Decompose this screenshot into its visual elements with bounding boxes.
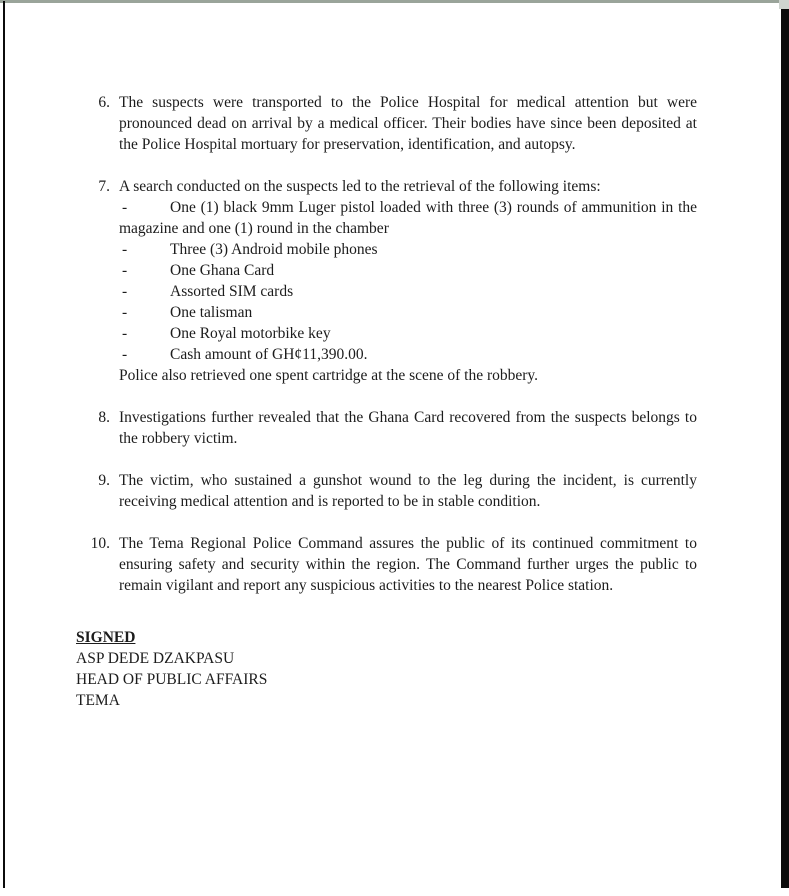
- item-number: 8.: [98, 409, 110, 426]
- bullet-text: Three (3) Android mobile phones: [170, 241, 378, 258]
- bullet-dash: -: [122, 199, 128, 216]
- signature-name: ASP DEDE DZAKPASU: [76, 650, 235, 667]
- text-line: [119, 302, 697, 323]
- signature-block: [76, 627, 697, 711]
- text-line: [119, 239, 697, 260]
- list-item: [76, 470, 697, 512]
- list-item: [76, 533, 697, 596]
- bullet-dash: -: [122, 283, 128, 300]
- text-line: the robbery victim.: [119, 430, 238, 447]
- text-line: [119, 218, 697, 239]
- scan-corner-notch: [779, 0, 789, 9]
- bullet-text: One talisman: [170, 304, 253, 321]
- text-line: The Tema Regional Police Command assures the public of its continued commitment to: [119, 535, 697, 552]
- list-item: [76, 407, 697, 449]
- bullet-text: One Ghana Card: [170, 262, 275, 279]
- text-line: receiving medical attention and is reported to be in stable condition.: [119, 493, 541, 510]
- document-content: [76, 92, 697, 711]
- bullet-text: Assorted SIM cards: [170, 283, 294, 300]
- text-line: the Police Hospital mortuary for preservation, identification, and autopsy.: [119, 136, 576, 153]
- text-line: [119, 260, 697, 281]
- text-line: Police also retrieved one spent cartridge at the scene of the robbery.: [119, 367, 539, 384]
- bullet-text: One Royal motorbike key: [170, 325, 331, 342]
- item-number: 9.: [98, 472, 110, 489]
- bullet-dash: -: [122, 262, 128, 279]
- text-line: [119, 344, 697, 365]
- text-line: [119, 197, 697, 218]
- bullet-dash: -: [122, 304, 128, 321]
- item-number: 10.: [90, 535, 110, 552]
- numbered-list: [76, 92, 697, 596]
- list-item: [76, 176, 697, 386]
- text-line: A search conducted on the suspects led to the retrieval of the following items:: [119, 178, 601, 195]
- text-line: pronounced dead on arrival by a medical officer. Their bodies have since been deposited at: [119, 115, 697, 132]
- bullet-text: Cash amount of GH¢11,390.00.: [170, 346, 368, 363]
- bullet-dash: -: [122, 346, 128, 363]
- text-line: The suspects were transported to the Police Hospital for medical attention but were: [119, 94, 697, 111]
- text-line: The victim, who sustained a gunshot wound to the leg during the incident, is currently: [119, 472, 697, 489]
- signature-region: TEMA: [76, 692, 120, 709]
- list-item: [76, 92, 697, 155]
- text-line: [119, 281, 697, 302]
- text-line: ensuring safety and security within the region. The Command further urges the public to: [119, 556, 697, 573]
- item-number: 7.: [98, 178, 110, 195]
- bullet-dash: -: [122, 241, 128, 258]
- scan-border-top: [0, 0, 789, 3]
- bullet-text: One (1) black 9mm Luger pistol loaded with three (3) rounds of ammunition in the: [170, 199, 697, 216]
- text-line: [119, 323, 697, 344]
- signed-label: SIGNED: [76, 629, 136, 646]
- signature-title: HEAD OF PUBLIC AFFAIRS: [76, 671, 268, 688]
- item-number: 6.: [98, 94, 110, 111]
- scan-border-right: [781, 9, 789, 888]
- scan-border-left: [3, 1, 5, 888]
- bullet-dash: -: [122, 325, 128, 342]
- text-line: remain vigilant and report any suspicious activities to the nearest Police station.: [119, 577, 614, 594]
- text-line: Investigations further revealed that the Ghana Card recovered from the suspects belongs to: [119, 409, 697, 426]
- bullet-text: magazine and one (1) round in the chamber: [119, 220, 389, 237]
